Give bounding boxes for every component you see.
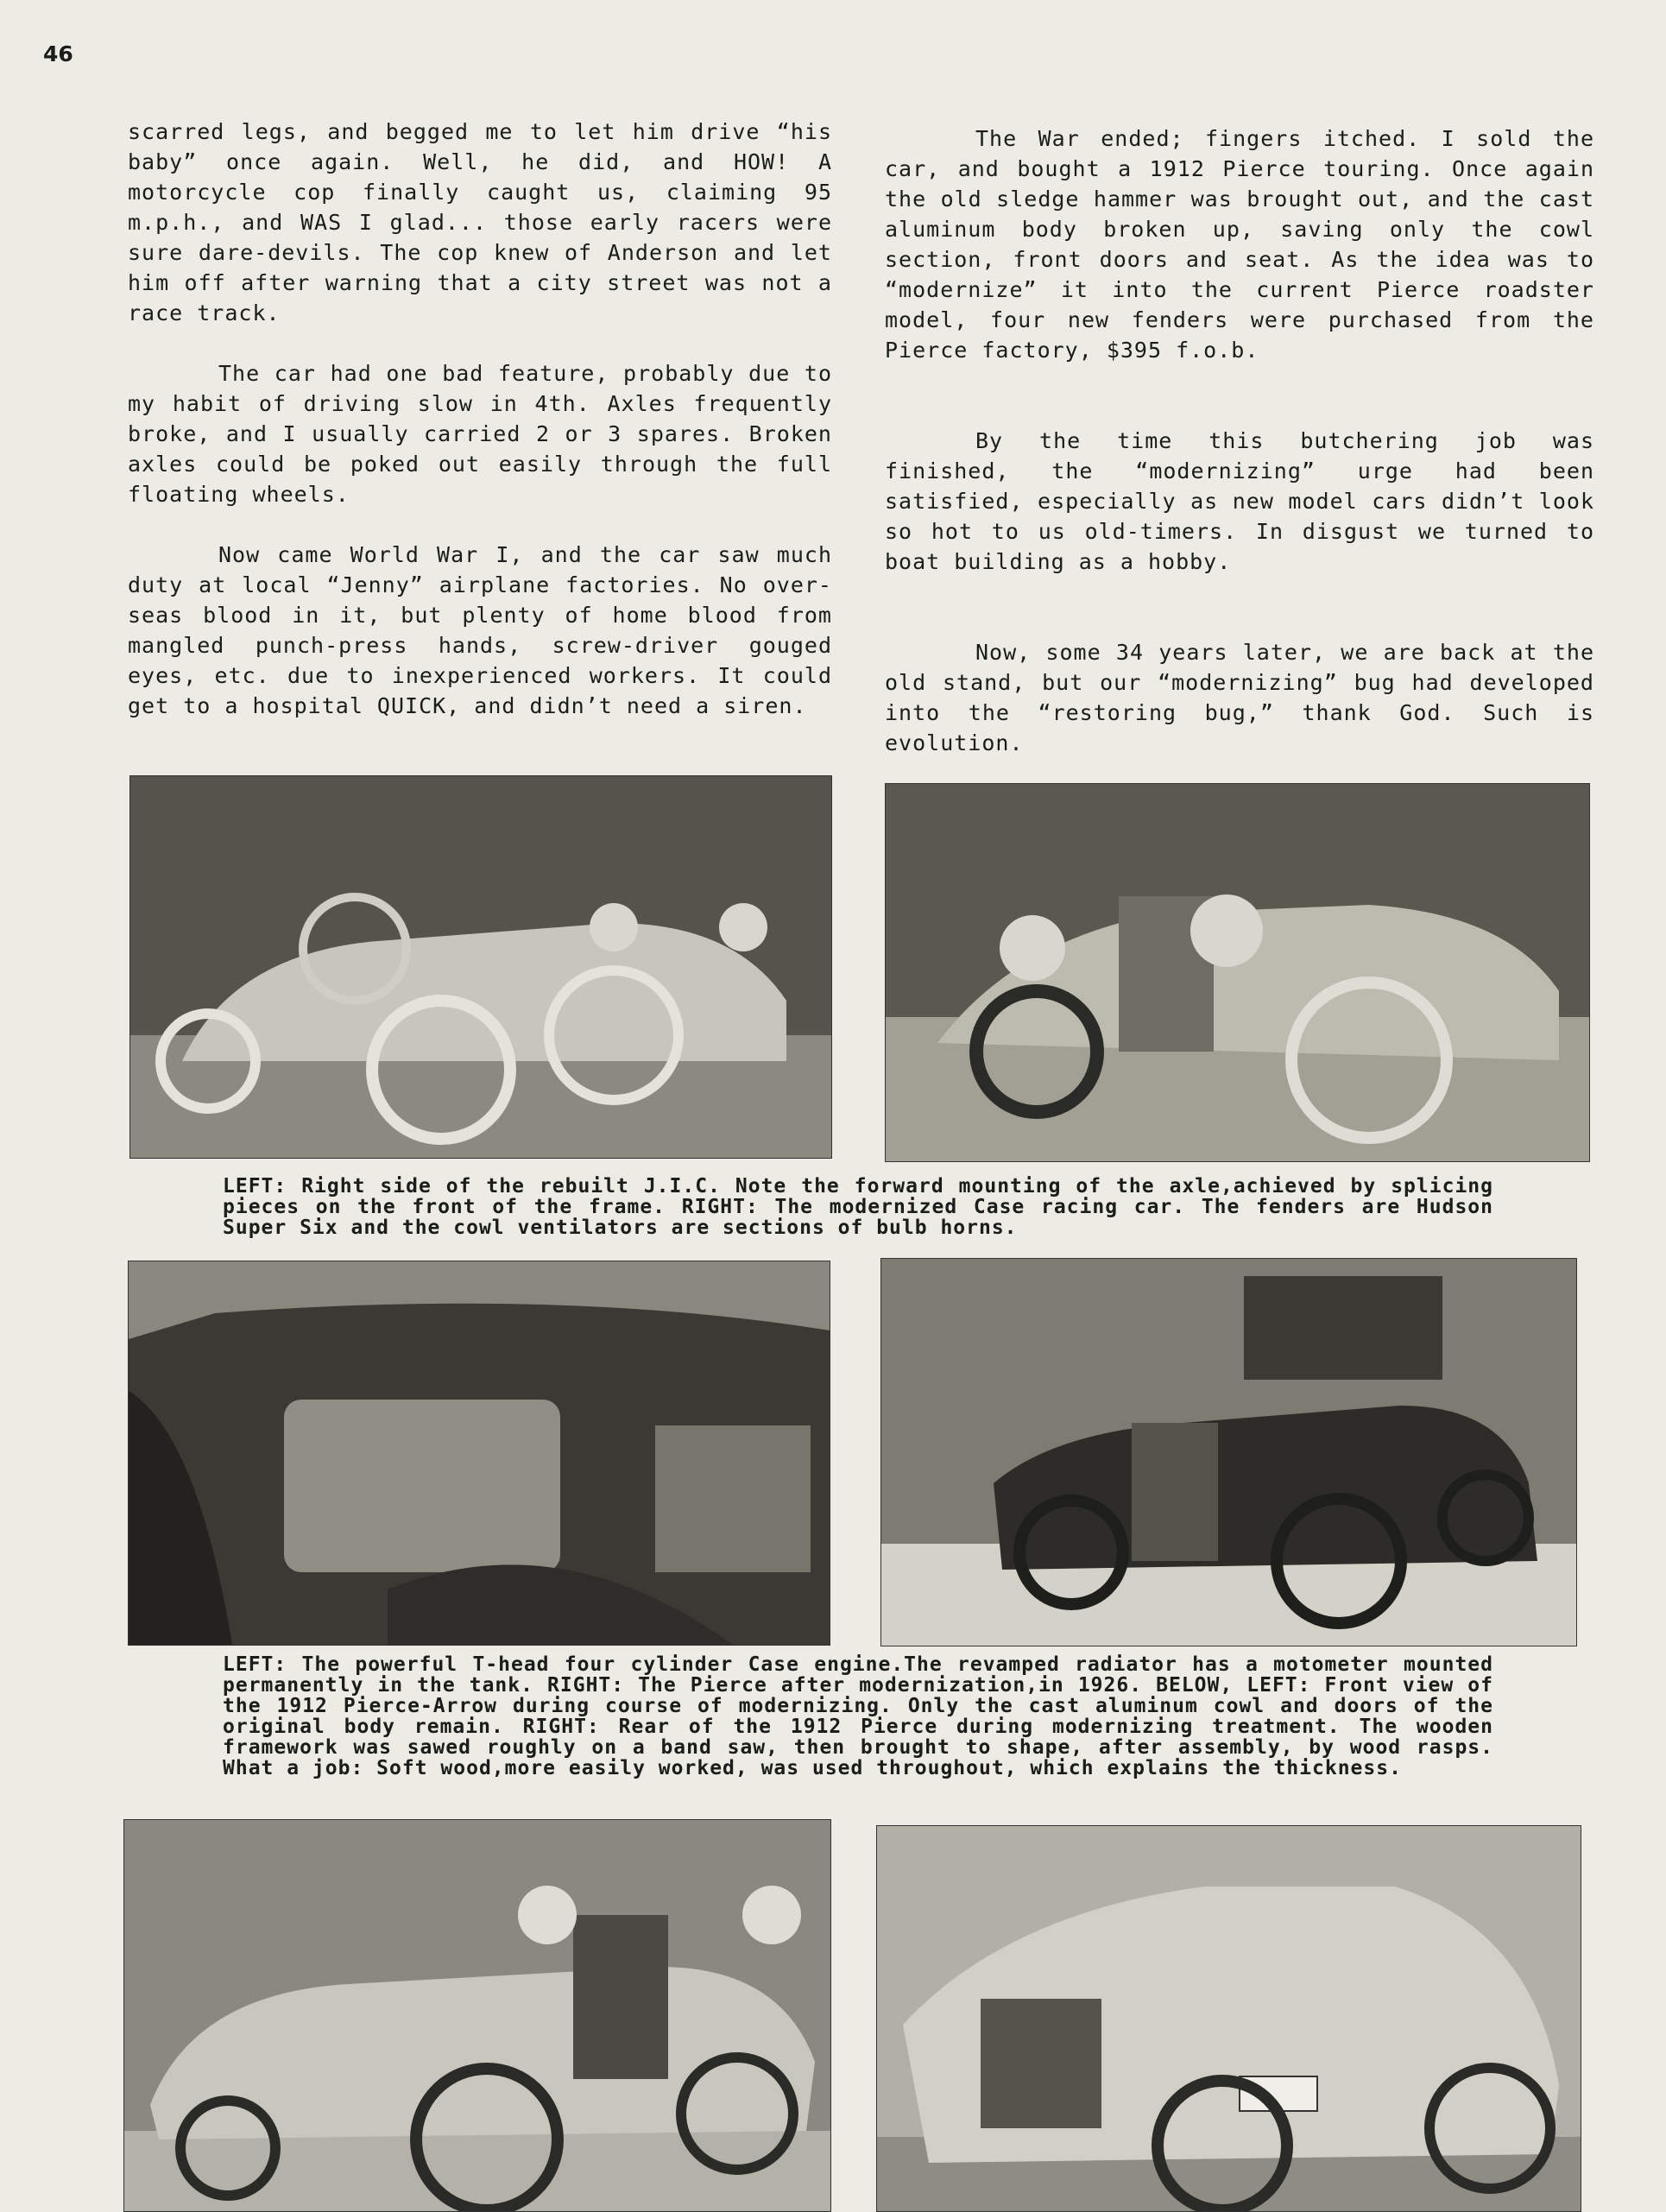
paragraph: scarred legs, and begged me to let him drive “his baby” once again. Well, he did, and HOW! A motorcycle cop finally caught us, claiming 95 m.p.h., and WAS I glad... those early racers were sure dare-devils. The cop knew of Anderson and let him off after warning that a city street was not a race track. — [128, 119, 847, 325]
caption-2 — [223, 1653, 1506, 1779]
paragraph: Now came World War I, and the car saw much duty at local “Jenny” airplane factories. No over-seas blood in it, but plenty of home blood from mangled punch-press hands, screw-driver gouged eyes, etc. due to inexperienced workers. It could get to a hospital QUICK, and didn’t need a siren. — [128, 542, 847, 718]
photo-pierce-rear-view — [876, 1825, 1581, 2212]
page-number: 46 — [43, 41, 73, 66]
left-text-column — [128, 117, 847, 751]
photo-jic-right-side — [129, 775, 832, 1159]
photo-case-engine — [128, 1261, 830, 1646]
paragraph: The car had one bad feature, probably due to my habit of driving slow in 4th. Axles frequently broke, and I usually carried 2 or 3 spares. Broken axles could be poked out easily through the full floating wheels. — [128, 361, 847, 507]
caption-text: LEFT: The powerful T-head four cylinder Case engine.The revamped radiator has a motometer mounted permanently in the tank. RIGHT: The Pierce after modernization,in 1926. BELOW, LEFT: Front view of the 1912 Pierce-Arrow during course of modernizing. Only the cast aluminum cowl and doors of the original body remain. RIGHT: Rear of the 1912 Pierce during modernizing treatment. The wooden framework was sawed roughly on a band saw, then brought to shape, after assembly, by wood rasps. What a job: Soft wood,more easily worked, was used throughout, which explains the thickness. — [223, 1653, 1506, 1779]
caption-text: LEFT: Right side of the rebuilt J.I.C. Note the forward mounting of the axle,achieved by splicing pieces on the front of the frame. RIGHT: The modernized Case racing car. The fenders are Hudson Super Six and the cowl ventilators are sections of bulb horns. — [223, 1175, 1506, 1239]
right-text-column — [885, 123, 1609, 788]
photo-pierce-1926 — [880, 1258, 1577, 1646]
photo-pierce-front-view — [123, 1819, 831, 2212]
paragraph: By the time this butchering job was finished, the “modernizing” urge had been satisfied, especially as new model cars didn’t look so hot to us old-timers. In disgust we turned to boat building as a hobby. — [885, 428, 1609, 574]
caption-1 — [223, 1175, 1506, 1239]
paragraph: The War ended; fingers itched. I sold the car, and bought a 1912 Pierce touring. Once again the old sledge hammer was brought out, and the cast aluminum body broken up, saving only the cowl section, front doors and seat. As the idea was to “modernize” it into the current Pierce roadster model, four new fenders were purchased from the Pierce factory, $395 f.o.b. — [885, 126, 1609, 363]
paragraph: Now, some 34 years later, we are back at the old stand, but our “modernizing” bug had developed into the “restoring bug,” thank God. Such is evolution. — [885, 640, 1609, 755]
photo-case-racing-car — [885, 783, 1590, 1162]
